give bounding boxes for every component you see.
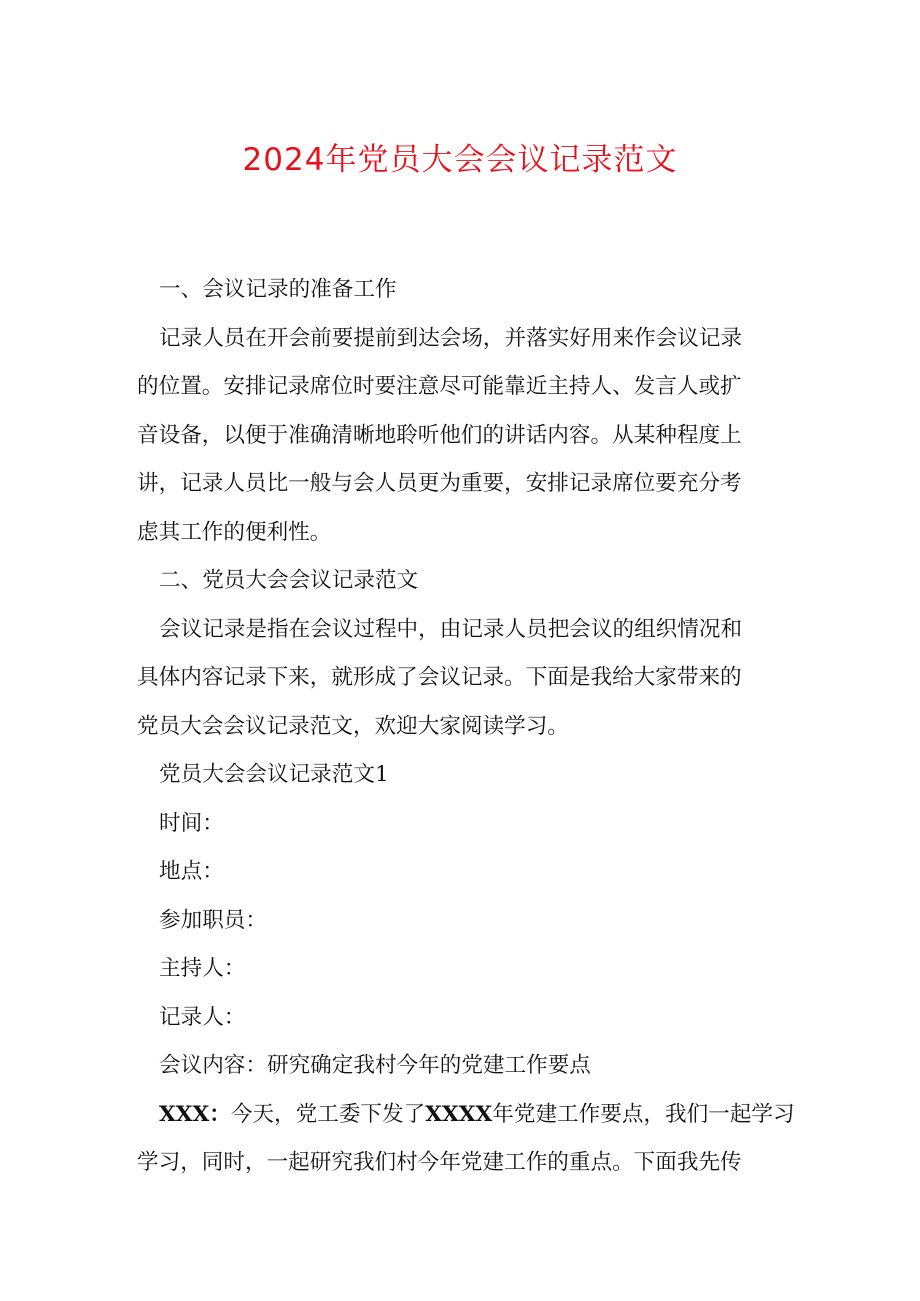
field-attendees: 参加职员： [159,907,267,933]
paragraph-3-text-b: 年党建工作要点，我们一起学习 [492,1101,795,1127]
document-title: 2024年党员大会会议记录范文 [242,142,678,178]
paragraph-1-line-3: 音设备，以便于准确清晰地聆听他们的讲话内容。从某种程度上 [137,422,742,448]
field-time: 时间： [159,810,224,836]
sample-title: 党员大会会议记录范文1 [159,762,389,787]
field-host: 主持人： [159,956,246,981]
paragraph-1-line-1: 记录人员在开会前要提前到达会场，并落实好用来作会议记录 [159,325,743,351]
paragraph-3-line-1 [137,1091,795,1140]
paragraph-2-line-3: 党员大会会议记录范文，欢迎大家阅读学习。 [137,713,569,739]
section-heading-1: 一、会议记录的准备工作 [159,277,397,302]
paragraph-2-line-2: 具体内容记录下来，就形成了会议记录。下面是我给大家带来的 [137,665,742,690]
document-body [137,266,795,1188]
paragraph-2-line-1: 会议记录是指在会议过程中，由记录人员把会议的组织情况和 [159,616,743,642]
paragraph-1-line-5: 虑其工作的便利性。 [137,519,332,545]
field-recorder: 记录人： [159,1004,246,1030]
paragraph-1-line-4: 讲，记录人员比一般与会人员更为重要，安排记录席位要充分考 [137,471,742,496]
year-placeholder: XXXX [425,1101,493,1127]
speaker-label: XXX： [159,1101,231,1127]
paragraph-3-line-2: 学习，同时，一起研究我们村今年党建工作的重点。下面我先传 [137,1150,742,1175]
paragraph-1-line-2: 的位置。安排记录席位时要注意尽可能靠近主持人、发言人或扩 [137,374,742,399]
field-place: 地点： [159,859,224,884]
section-heading-2: 二、党员大会会议记录范文 [159,568,419,593]
paragraph-3-text-a: 今天，党工委下发了 [230,1101,426,1127]
field-content: 会议内容：研究确定我村今年的党建工作要点 [159,1053,591,1078]
